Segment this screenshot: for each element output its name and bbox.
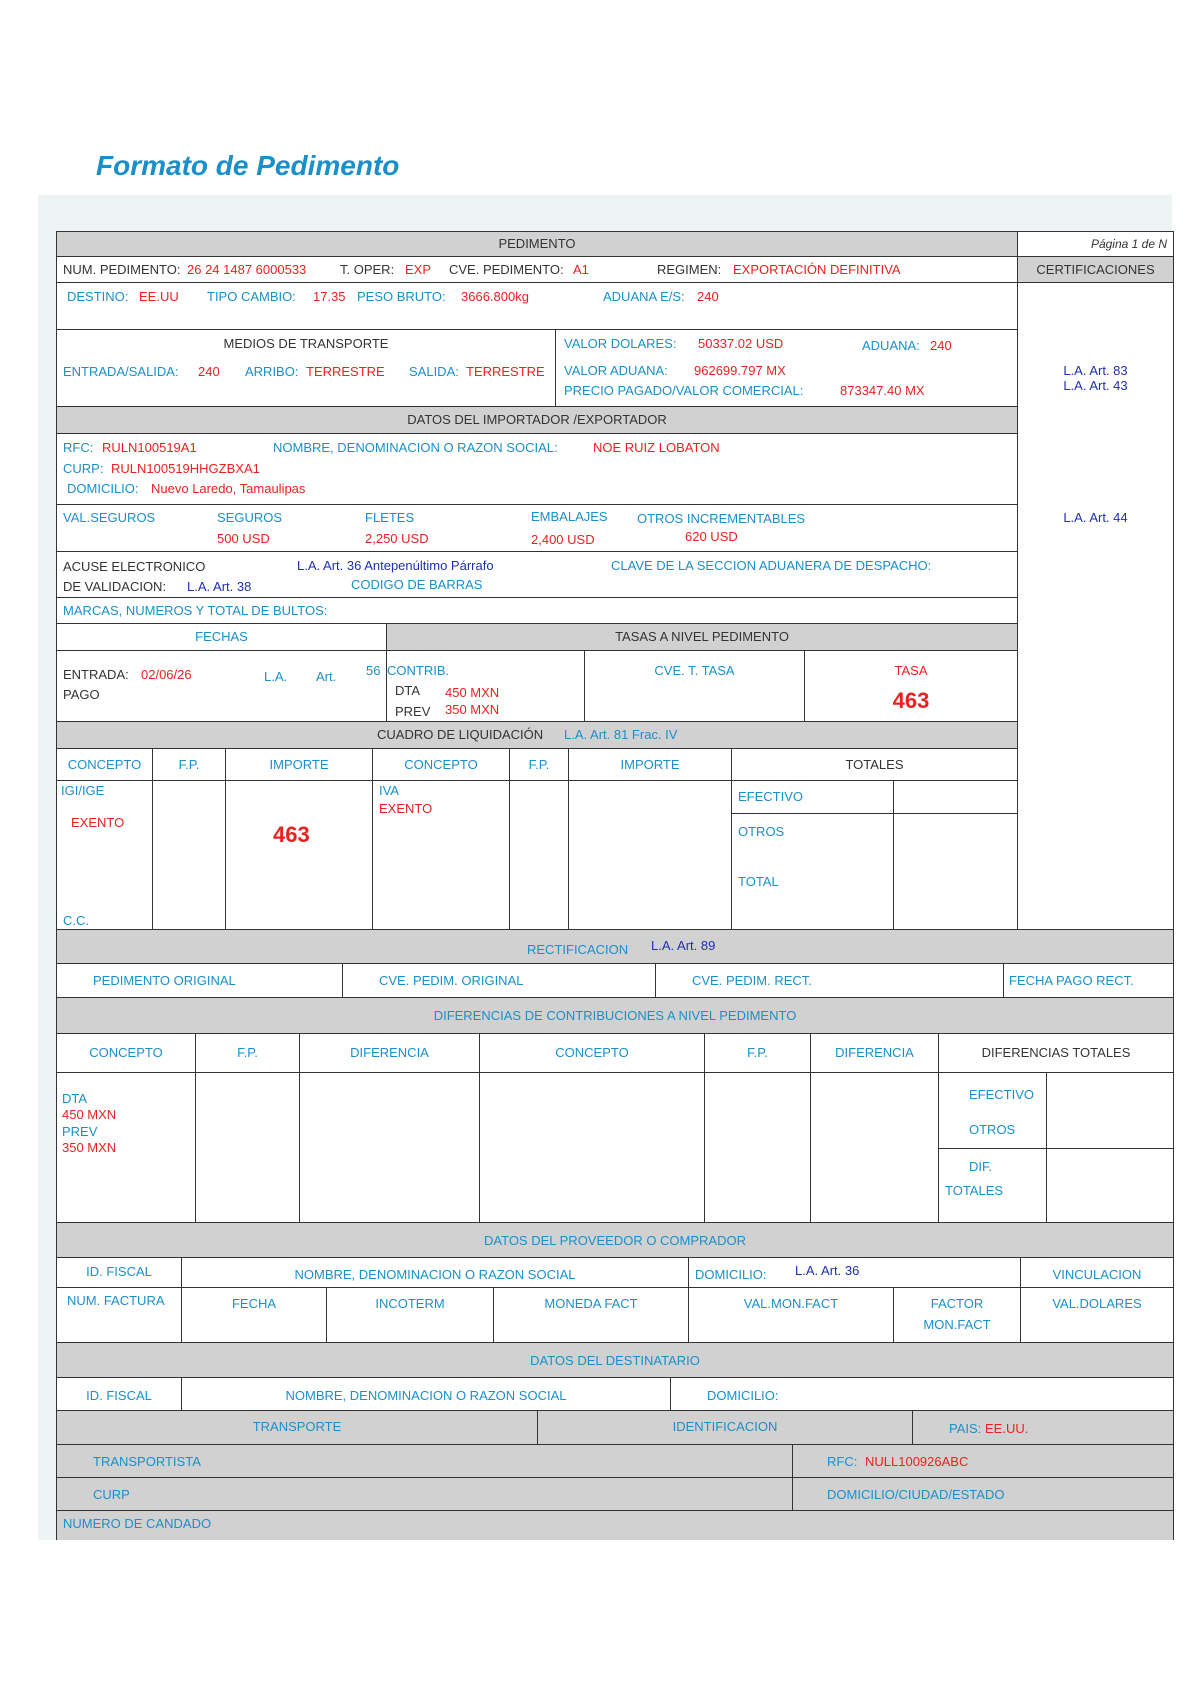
nombre-value: NOE RUIZ LOBATON bbox=[593, 440, 720, 455]
dif-diferencia-1: DIFERENCIA bbox=[350, 1045, 429, 1060]
liquidacion-title: CUADRO DE LIQUIDACIÓN bbox=[377, 727, 544, 742]
pedimento-title: PEDIMENTO bbox=[498, 236, 576, 251]
prov-num-factura-cell bbox=[56, 1287, 182, 1343]
tasa-box bbox=[804, 650, 1018, 722]
dest-candado: NUMERO DE CANDADO bbox=[63, 1516, 212, 1531]
liq-cc: C.C. bbox=[63, 913, 89, 928]
dest-pais-cell bbox=[912, 1410, 1174, 1445]
dif-efectivo-value-cell bbox=[1046, 1072, 1174, 1149]
dif-diferencia-head-2 bbox=[810, 1033, 939, 1073]
destino-label: DESTINO: bbox=[67, 289, 129, 304]
cert-la-44: L.A. Art. 44 bbox=[1063, 510, 1128, 525]
prov-domicilio-cell bbox=[688, 1257, 1021, 1288]
valores-box bbox=[555, 329, 1018, 407]
destinatario-title: DATOS DEL DESTINATARIO bbox=[530, 1353, 700, 1368]
liq-total: TOTAL bbox=[738, 874, 779, 889]
num-pedimento-value: 26 24 1487 6000533 bbox=[187, 262, 307, 277]
dest-domicilio-ciudad: DOMICILIO/CIUDAD/ESTADO bbox=[827, 1487, 1005, 1502]
acuse-label: ACUSE ELECTRONICO bbox=[63, 559, 206, 574]
dest-rfc-label: RFC: bbox=[827, 1454, 858, 1469]
tasa-label: TASA bbox=[894, 663, 928, 678]
prov-factor: FACTOR bbox=[930, 1296, 984, 1311]
liq-exento-1: EXENTO bbox=[71, 815, 125, 830]
regimen-value: EXPORTACIÓN DEFINITIVA bbox=[733, 262, 901, 277]
pago-label: PAGO bbox=[63, 687, 100, 702]
medios-transporte-title: MEDIOS DE TRANSPORTE bbox=[223, 336, 389, 351]
dif-otros: OTROS bbox=[969, 1122, 1016, 1137]
dif-dta-label: DTA bbox=[62, 1091, 88, 1106]
liq-otros-total-cell bbox=[731, 813, 894, 930]
aduana-value: 240 bbox=[930, 338, 952, 353]
fechas-la: L.A. bbox=[264, 669, 288, 684]
valor-dolares-value: 50337.02 USD bbox=[698, 336, 784, 351]
otros-incrementables-label: OTROS INCREMENTABLES bbox=[637, 511, 806, 526]
fecha-pago-rect-cell bbox=[1003, 963, 1174, 998]
pedimento-original-cell bbox=[56, 963, 343, 998]
contrib-box bbox=[386, 650, 585, 722]
validacion-label: DE VALIDACION: bbox=[63, 579, 167, 594]
dif-dif: DIF. bbox=[969, 1159, 993, 1174]
destinatario-header bbox=[56, 1342, 1174, 1378]
liq-fp-cell-1 bbox=[152, 780, 226, 930]
domicilio-label: DOMICILIO: bbox=[67, 481, 139, 496]
prov-nombre-cell bbox=[181, 1257, 689, 1288]
liq-importe-head-2 bbox=[568, 748, 732, 781]
prov-val-mon-cell bbox=[688, 1287, 894, 1343]
dest-identificacion: IDENTIFICACION bbox=[672, 1419, 778, 1434]
marcas-row bbox=[56, 597, 1018, 624]
dif-totales-label-cell bbox=[938, 1148, 1047, 1223]
fechas-art: Art. bbox=[316, 669, 337, 684]
num-pedimento-label: NUM. PEDIMENTO: bbox=[63, 262, 181, 277]
cve-original-cell bbox=[342, 963, 656, 998]
liq-importe-head-1 bbox=[225, 748, 373, 781]
dif-fp-1: F.P. bbox=[237, 1045, 258, 1060]
prov-moneda-cell bbox=[493, 1287, 689, 1343]
proveedor-header bbox=[56, 1222, 1174, 1258]
entrada-value: 02/06/26 bbox=[141, 667, 192, 682]
valor-dolares-label: VALOR DOLARES: bbox=[564, 336, 677, 351]
liq-otros-value-cell bbox=[893, 813, 1018, 930]
dest-domicilio-cell bbox=[670, 1377, 1174, 1411]
certificaciones-header bbox=[1017, 256, 1174, 283]
prov-id-fiscal-cell bbox=[56, 1257, 182, 1288]
cve-rect-label: CVE. PEDIM. RECT. bbox=[692, 973, 812, 988]
dif-fp-head-2 bbox=[704, 1033, 811, 1073]
acuse-la-36: L.A. Art. 36 Antepenúltimo Párrafo bbox=[297, 558, 494, 573]
dif-prev-label: PREV bbox=[62, 1124, 98, 1139]
entrada-label: ENTRADA: bbox=[63, 667, 129, 682]
fecha-pago-rect-label: FECHA PAGO RECT. bbox=[1009, 973, 1134, 988]
tasas-prev-value: 350 MXN bbox=[445, 702, 500, 717]
pedimento-row bbox=[56, 256, 1018, 283]
liq-totales: TOTALES bbox=[845, 757, 904, 772]
liq-concepto-1: CONCEPTO bbox=[67, 757, 142, 772]
liq-igi: IGI/IGE bbox=[61, 783, 105, 798]
dif-prev-value: 350 MXN bbox=[62, 1140, 117, 1155]
liq-importe-1: IMPORTE bbox=[269, 757, 329, 772]
aduana-label: ADUANA: bbox=[862, 338, 920, 353]
dest-id-fiscal-cell bbox=[56, 1377, 182, 1411]
dest-candado-cell bbox=[56, 1510, 1174, 1540]
dest-transporte: TRANSPORTE bbox=[252, 1419, 342, 1434]
peso-bruto-value: 3666.800kg bbox=[461, 289, 529, 304]
prov-moneda: MONEDA FACT bbox=[544, 1296, 638, 1311]
fechas-title: FECHAS bbox=[195, 629, 248, 644]
liq-iva: IVA bbox=[379, 783, 399, 798]
dif-diferencia-2: DIFERENCIA bbox=[835, 1045, 914, 1060]
dest-rfc-value: NULL100926ABC bbox=[865, 1454, 969, 1469]
prov-domicilio-ref: L.A. Art. 36 bbox=[795, 1263, 860, 1278]
diferencias-header bbox=[56, 997, 1174, 1034]
dif-totales-head bbox=[938, 1033, 1174, 1073]
precio-pagado-value: 873347.40 MX bbox=[840, 383, 925, 398]
pagina-label: Página 1 de N bbox=[1090, 237, 1167, 251]
dif-totales: DIFERENCIAS TOTALES bbox=[981, 1045, 1131, 1060]
dif-concepto-head-1 bbox=[56, 1033, 196, 1073]
otros-incrementables-value: 620 USD bbox=[685, 529, 738, 544]
tipo-cambio-value: 17.35 bbox=[313, 289, 346, 304]
embalajes-value: 2,400 USD bbox=[531, 532, 595, 547]
dif-dif-totales: TOTALES bbox=[945, 1183, 1004, 1198]
dest-pais-label: PAIS: bbox=[949, 1421, 982, 1436]
salida-label: SALIDA: bbox=[409, 364, 459, 379]
cve-t-tasa-box bbox=[584, 650, 805, 722]
domicilio-value: Nuevo Laredo, Tamaulipas bbox=[151, 481, 306, 496]
proveedor-title: DATOS DEL PROVEEDOR O COMPRADOR bbox=[484, 1233, 746, 1248]
nombre-label: NOMBRE, DENOMINACION O RAZON SOCIAL: bbox=[273, 440, 558, 455]
prov-val-dolares-cell bbox=[1020, 1287, 1174, 1343]
prov-val-dolares: VAL.DOLARES bbox=[1052, 1296, 1142, 1311]
cve-pedimento-label: CVE. PEDIMENTO: bbox=[449, 262, 564, 277]
liq-importe-cell-2 bbox=[568, 780, 732, 930]
fletes-label: FLETES bbox=[365, 510, 415, 525]
curp-value: RULN100519HHGZBXA1 bbox=[111, 461, 260, 476]
incrementables-box bbox=[56, 504, 1018, 552]
rectificacion-header bbox=[56, 929, 1174, 964]
cve-t-tasa-label: CVE. T. TASA bbox=[654, 663, 735, 678]
peso-bruto-label: PESO BRUTO: bbox=[357, 289, 446, 304]
dest-identificacion-cell bbox=[537, 1410, 913, 1445]
dif-fp-cell-2 bbox=[704, 1072, 811, 1223]
liquidacion-ref: L.A. Art. 81 Frac. IV bbox=[564, 727, 678, 742]
tasas-header bbox=[386, 623, 1018, 651]
arribo-label: ARRIBO: bbox=[245, 364, 299, 379]
fletes-value: 2,250 USD bbox=[365, 531, 429, 546]
pagina-box bbox=[1017, 231, 1174, 257]
liq-fp-1: F.P. bbox=[178, 757, 200, 772]
arribo-value: TERRESTRE bbox=[306, 364, 385, 379]
dif-fp-cell-1 bbox=[195, 1072, 300, 1223]
liq-concepto-head-1 bbox=[56, 748, 153, 781]
importador-title: DATOS DEL IMPORTADOR /EXPORTADOR bbox=[407, 412, 667, 427]
dest-transportista: TRANSPORTISTA bbox=[93, 1454, 201, 1469]
codigo-barras-label: CODIGO DE BARRAS bbox=[351, 577, 483, 592]
tasas-title: TASAS A NIVEL PEDIMENTO bbox=[615, 629, 789, 644]
destino-row bbox=[56, 282, 1018, 330]
contrib-label: CONTRIB. bbox=[387, 663, 450, 678]
prov-vinculacion: VINCULACION bbox=[1052, 1267, 1142, 1282]
liq-efectivo-value-cell bbox=[893, 780, 1018, 814]
dest-id-fiscal: ID. FISCAL bbox=[86, 1388, 152, 1403]
tipo-cambio-label: TIPO CAMBIO: bbox=[207, 289, 296, 304]
dif-totales-value-cell bbox=[1046, 1148, 1174, 1223]
dif-concepto-head-2 bbox=[479, 1033, 705, 1073]
liq-concepto-cell-2 bbox=[372, 780, 510, 930]
t-oper-label: T. OPER: bbox=[340, 262, 395, 277]
fechas-art-num: 56 bbox=[366, 663, 381, 678]
dest-nombre-cell bbox=[181, 1377, 671, 1411]
rectificacion-ref: L.A. Art. 89 bbox=[651, 938, 716, 953]
certificaciones-column bbox=[1017, 282, 1174, 936]
liq-concepto-head-2 bbox=[372, 748, 510, 781]
tasa-value: 463 bbox=[892, 688, 930, 713]
dest-rfc-cell bbox=[792, 1444, 1174, 1478]
entrada-salida-value: 240 bbox=[198, 364, 220, 379]
val-seguros-label: VAL.SEGUROS bbox=[63, 510, 156, 525]
dest-transporte-cell bbox=[56, 1410, 538, 1445]
prov-id-fiscal: ID. FISCAL bbox=[86, 1264, 152, 1279]
entrada-salida-label: ENTRADA/SALIDA: bbox=[63, 364, 179, 379]
seguros-value: 500 USD bbox=[217, 531, 270, 546]
document-title: Formato de Pedimento bbox=[96, 150, 400, 181]
marcas-label: MARCAS, NUMEROS Y TOTAL DE BULTOS: bbox=[63, 603, 328, 618]
pedimento-original-label: PEDIMENTO ORIGINAL bbox=[93, 973, 236, 988]
dif-concepto-cell-1 bbox=[56, 1072, 196, 1223]
prov-domicilio: DOMICILIO: bbox=[695, 1267, 767, 1282]
importador-box bbox=[56, 433, 1018, 505]
curp-label: CURP: bbox=[63, 461, 104, 476]
diferencias-title: DIFERENCIAS DE CONTRIBUCIONES A NIVEL PEDIMENTO bbox=[433, 1008, 797, 1023]
pedimento-header bbox=[56, 231, 1018, 257]
valor-aduana-label: VALOR ADUANA: bbox=[564, 363, 668, 378]
clave-seccion-label: CLAVE DE LA SECCION ADUANERA DE DESPACHO: bbox=[611, 558, 932, 573]
aduana-es-value: 240 bbox=[697, 289, 719, 304]
t-oper-value: EXP bbox=[405, 262, 432, 277]
dest-transportista-cell bbox=[56, 1444, 793, 1478]
tasas-prev-label: PREV bbox=[395, 704, 431, 719]
liq-fp-cell-2 bbox=[509, 780, 569, 930]
dif-fp-head-1 bbox=[195, 1033, 300, 1073]
liq-fp-head-2 bbox=[509, 748, 569, 781]
liq-fp-2: F.P. bbox=[528, 757, 550, 772]
liq-importe-cell-1 bbox=[225, 780, 373, 930]
dif-efectivo: EFECTIVO bbox=[969, 1087, 1035, 1102]
cve-pedimento-value: A1 bbox=[573, 262, 589, 277]
medios-transporte-box bbox=[56, 329, 556, 407]
tasas-dta-label: DTA bbox=[395, 683, 421, 698]
prov-mon-fact: MON.FACT bbox=[923, 1317, 991, 1332]
rfc-value: RULN100519A1 bbox=[102, 440, 197, 455]
dest-nombre: NOMBRE, DENOMINACION O RAZON SOCIAL bbox=[285, 1388, 567, 1403]
prov-fecha: FECHA bbox=[231, 1296, 277, 1311]
prov-vinculacion-cell bbox=[1020, 1257, 1174, 1288]
seguros-label: SEGUROS bbox=[217, 510, 283, 525]
regimen-label: REGIMEN: bbox=[657, 262, 722, 277]
liq-concepto-cell-1 bbox=[56, 780, 153, 930]
fechas-header bbox=[56, 623, 387, 651]
dif-diferencia-cell-1 bbox=[299, 1072, 480, 1223]
prov-factor-cell bbox=[893, 1287, 1021, 1343]
cert-la-43: L.A. Art. 43 bbox=[1063, 378, 1128, 393]
prov-val-mon: VAL.MON.FACT bbox=[743, 1296, 839, 1311]
dif-fp-2: F.P. bbox=[747, 1045, 768, 1060]
validacion-value: L.A. Art. 38 bbox=[187, 579, 252, 594]
liq-importe-value: 463 bbox=[273, 822, 310, 847]
dif-diferencia-cell-2 bbox=[810, 1072, 939, 1223]
valor-aduana-value: 962699.797 MX bbox=[694, 363, 786, 378]
dest-domicilio-ciudad-cell bbox=[792, 1477, 1174, 1511]
dif-diferencia-head-1 bbox=[299, 1033, 480, 1073]
liq-totales-head bbox=[731, 748, 1018, 781]
dif-concepto-2: CONCEPTO bbox=[555, 1045, 629, 1060]
cert-la-83: L.A. Art. 83 bbox=[1063, 363, 1128, 378]
dest-curp-cell bbox=[56, 1477, 793, 1511]
dif-dta-value: 450 MXN bbox=[62, 1107, 117, 1122]
embalajes-label: EMBALAJES bbox=[531, 509, 608, 524]
prov-incoterm: INCOTERM bbox=[375, 1296, 445, 1311]
dest-curp: CURP bbox=[93, 1487, 130, 1502]
fechas-box bbox=[56, 650, 387, 722]
certificaciones-title: CERTIFICACIONES bbox=[1036, 262, 1155, 277]
destino-value: EE.UU bbox=[139, 289, 179, 304]
prov-nombre: NOMBRE, DENOMINACION O RAZON SOCIAL bbox=[294, 1267, 576, 1282]
prov-incoterm-cell bbox=[326, 1287, 494, 1343]
liq-concepto-2: CONCEPTO bbox=[404, 757, 478, 772]
liq-efectivo: EFECTIVO bbox=[738, 789, 804, 804]
aduana-es-label: ADUANA E/S: bbox=[603, 289, 685, 304]
liquidacion-header bbox=[56, 721, 1018, 749]
dest-domicilio: DOMICILIO: bbox=[707, 1388, 779, 1403]
dif-concepto-cell-2 bbox=[479, 1072, 705, 1223]
rectificacion-title: RECTIFICACION bbox=[527, 942, 629, 957]
tasas-dta-value: 450 MXN bbox=[445, 685, 500, 700]
prov-fecha-cell bbox=[181, 1287, 327, 1343]
rfc-label: RFC: bbox=[63, 440, 94, 455]
dif-efectivo-otros-cell bbox=[938, 1072, 1047, 1149]
salida-value: TERRESTRE bbox=[466, 364, 545, 379]
liq-efectivo-label-cell bbox=[731, 780, 894, 814]
liq-otros: OTROS bbox=[738, 824, 785, 839]
acuse-box bbox=[56, 551, 1018, 598]
liq-importe-2: IMPORTE bbox=[620, 757, 680, 772]
cve-rect-cell bbox=[655, 963, 1004, 998]
dif-concepto-1: CONCEPTO bbox=[89, 1045, 163, 1060]
dest-pais-value: EE.UU. bbox=[985, 1421, 1029, 1436]
precio-pagado-label: PRECIO PAGADO/VALOR COMERCIAL: bbox=[564, 383, 804, 398]
cve-original-label: CVE. PEDIM. ORIGINAL bbox=[379, 973, 524, 988]
importador-header bbox=[56, 406, 1018, 434]
liq-exento-2: EXENTO bbox=[379, 801, 433, 816]
liq-fp-head-1 bbox=[152, 748, 226, 781]
prov-num-factura: NUM. FACTURA bbox=[67, 1293, 165, 1308]
